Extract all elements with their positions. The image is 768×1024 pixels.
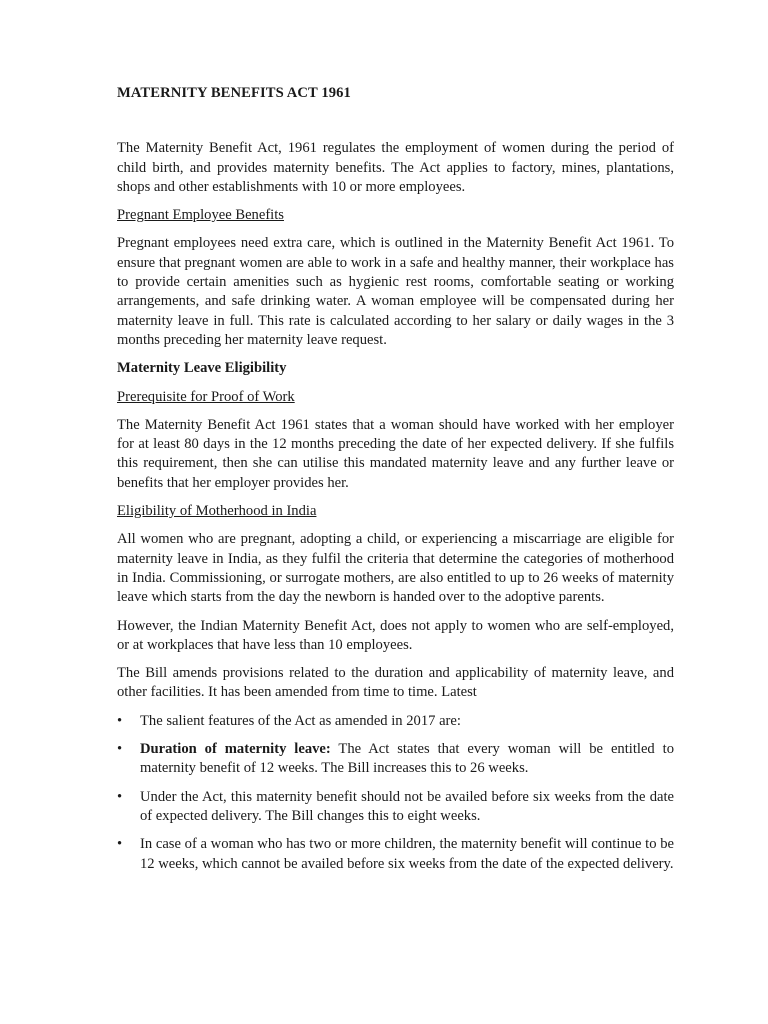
motherhood-eligibility-paragraph: All women who are pregnant, adopting a child, or experiencing a miscarriage are eligible for maternity leave in India, as they fulfil the criteria that determine the categories of motherhood in India. Commissioning, or surrogate mothers, are also entitled to up to 26 weeks of maternity leave which starts from the day the newborn is handed over to the adoptive parents.: [117, 531, 674, 606]
document-page: [117, 84, 674, 883]
list-item: [117, 740, 674, 779]
document-title: MATERNITY BENEFITS ACT 1961: [117, 85, 351, 101]
list-item: [117, 835, 674, 874]
bullet-text: In case of a woman who has two or more children, the maternity benefit will continue to be 12 weeks, which cannot be availed before six weeks from the date of the expected delivery.: [140, 836, 674, 872]
leave-eligibility-heading: Maternity Leave Eligibility: [117, 360, 287, 377]
bullet-icon: •: [117, 788, 123, 805]
bullet-lead: Duration of maternity leave:: [140, 741, 331, 758]
exception-paragraph: However, the Indian Maternity Benefit Act, does not apply to women who are self-employed, or at workplaces that have less than 10 employees.: [117, 617, 674, 653]
pregnant-benefits-heading: Pregnant Employee Benefits: [117, 207, 284, 224]
bullet-icon: •: [117, 741, 123, 758]
amendment-bullet-list: [117, 712, 674, 874]
proof-of-work-heading: Prerequisite for Proof of Work: [117, 388, 295, 405]
bullet-text: The salient features of the Act as amended in 2017 are:: [140, 712, 461, 729]
motherhood-eligibility-heading: Eligibility of Motherhood in India: [117, 503, 317, 520]
list-item: [117, 712, 674, 731]
list-item: [117, 788, 674, 827]
proof-of-work-paragraph: The Maternity Benefit Act 1961 states that a woman should have worked with her employer for at least 80 days in the 12 months preceding the date of her expected delivery. If she fulfils this requirement, then she can utilise this mandated maternity leave and any further leave or benefits that her employer provides her.: [117, 416, 674, 491]
pregnant-benefits-paragraph: Pregnant employees need extra care, which is outlined in the Maternity Benefit Act 1961. To ensure that pregnant women are able to work in a safe and healthy manner, their workplace has to provide certain amenities such as hygienic rest rooms, comfortable seating or working arrangements, and safe drinking water. A woman employee will be compensated during her maternity leave in full. This rate is calculated according to her salary or daily wages in the 3 months preceding her maternity leave request.: [117, 235, 674, 348]
bullet-icon: •: [117, 712, 123, 729]
bullet-text: Under the Act, this maternity benefit should not be availed before six weeks from the date of expected delivery. The Bill changes this to eight weeks.: [140, 788, 674, 824]
intro-paragraph: The Maternity Benefit Act, 1961 regulates the employment of women during the period of child birth, and provides maternity benefits. The Act applies to factory, mines, plantations, shops and other establishments with 10 or more employees.: [117, 140, 674, 195]
bill-amendment-paragraph: The Bill amends provisions related to the duration and applicability of maternity leave, and other facilities. It has been amended from time to time. Latest: [117, 665, 674, 701]
bullet-icon: •: [117, 836, 123, 853]
bullet-text: The Act states that every woman will be entitled to maternity benefit of 12 weeks. The Bill increases this to 26 weeks.: [140, 741, 675, 777]
